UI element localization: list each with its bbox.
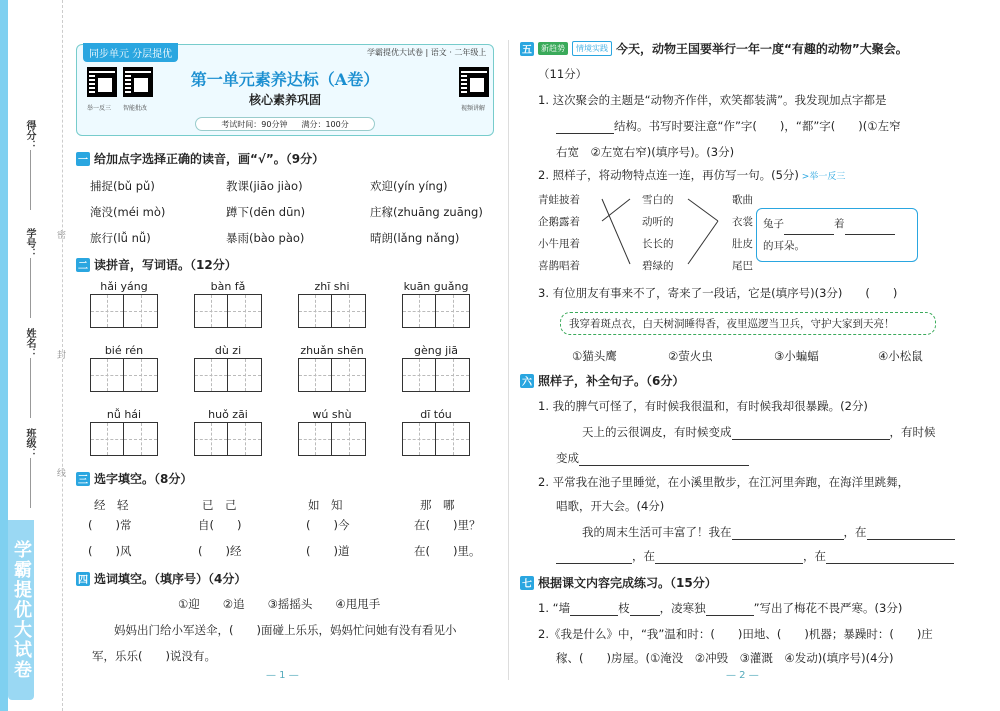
section-number: 六 [520, 374, 534, 388]
cut-line [62, 0, 63, 711]
grid-cell[interactable] [228, 295, 261, 327]
grid-cell[interactable] [436, 423, 469, 455]
writing-grid[interactable] [402, 422, 470, 456]
pinyin-text: bié rén [104, 344, 144, 357]
writing-grid[interactable] [194, 422, 262, 456]
section-1-heading [76, 150, 324, 167]
score-line [30, 150, 31, 210]
grid-cell[interactable] [299, 359, 332, 391]
s3-blank[interactable]: ( )道 [306, 544, 350, 558]
writing-grid[interactable] [90, 422, 158, 456]
grid-cell[interactable] [195, 423, 228, 455]
match-line [688, 199, 718, 221]
answer-blank[interactable] [784, 221, 834, 235]
section-3-heading [76, 470, 192, 487]
section-title: 根据课文内容完成练习。（15分） [538, 576, 717, 590]
s5-option: ①猫头鹰 [572, 349, 617, 363]
grid-cell[interactable] [91, 359, 124, 391]
pinyin-item [298, 408, 366, 456]
qr-caption: 举一反三 [87, 105, 112, 112]
section-title: 照样子，补全句子。（6分） [538, 374, 685, 388]
box-text: 着 [834, 218, 845, 230]
s3-blank[interactable]: ( )常 [88, 518, 132, 532]
grid-cell[interactable] [299, 423, 332, 455]
pinyin-text: bàn fǎ [210, 280, 246, 293]
pinyin-text: huǒ zāi [208, 408, 248, 421]
pinyin-item [298, 344, 366, 392]
grid-cell[interactable] [228, 423, 261, 455]
s3-head: 那 哪 [420, 498, 455, 512]
s5-q2-text: 2. 照样子，将动物特点连一连，再仿写一句。(5分) [538, 168, 799, 182]
answer-blank[interactable] [732, 426, 890, 440]
s6-q1-line [582, 424, 936, 440]
answer-blank[interactable] [556, 550, 632, 564]
writing-grid[interactable] [90, 294, 158, 328]
s6-text: ，在 [843, 525, 867, 539]
s5-q1 [556, 118, 901, 134]
cut-mark-3: 线 [55, 468, 65, 477]
pinyin-text: zhuǎn shēn [300, 344, 364, 357]
class-line [30, 458, 31, 508]
s3-head: 如 知 [308, 498, 343, 512]
match-item[interactable]: 衣裳 [732, 216, 753, 228]
grid-cell[interactable] [228, 359, 261, 391]
pinyin-item [194, 344, 262, 392]
pinyin-item [402, 344, 470, 392]
grid-cell[interactable] [195, 359, 228, 391]
pinyin-item [90, 280, 158, 328]
section-7-heading [520, 574, 717, 591]
match-item[interactable]: 企鹅露着 [538, 216, 580, 228]
qr-caption: 视频讲解 [461, 105, 486, 112]
s4-line: 军，乐乐( )说没有。 [92, 649, 216, 663]
writing-grid[interactable] [90, 358, 158, 392]
s5-score: （11分） [538, 67, 588, 81]
s1-item: 庄稼(zhuāng zuāng) [370, 205, 483, 219]
answer-blank[interactable] [845, 221, 895, 235]
answer-blank[interactable] [655, 550, 803, 564]
class-label: 班级： [24, 428, 35, 458]
s6-q1: 1. 我的脾气可怪了，有时候我很温和，有时候我却很暴躁。(2分) [538, 399, 868, 413]
grid-cell[interactable] [403, 423, 436, 455]
answer-blank[interactable] [732, 526, 844, 540]
name-label: 姓名： [24, 328, 35, 358]
unit-tag: 同步单元 分层提优 [83, 43, 178, 62]
s1-item: 淹没(méi mò) [90, 205, 166, 219]
section-number: 一 [76, 152, 90, 166]
s5-q3: 3. 有位朋友有事来不了，寄来了一段话，它是(填序号)(3分) ( ) [538, 286, 898, 300]
s1-item: 旅行(lǚ nǚ) [90, 231, 151, 245]
page-subtitle: 核心素养巩固 [248, 93, 321, 107]
section-title: 选字填空。（8分） [94, 472, 193, 486]
section-title: 选词填空。（填序号）（4分） [94, 572, 247, 586]
connection-lines [600, 192, 720, 272]
s3-head: 经 轻 [94, 498, 129, 512]
pinyin-text: kuān guǎng [403, 280, 469, 293]
section-5-heading [520, 40, 908, 57]
s7-q1 [538, 600, 902, 616]
section-2-heading [76, 256, 237, 273]
answer-blank[interactable] [579, 452, 749, 466]
s5-option: ③小蝙蝠 [774, 349, 819, 363]
grid-cell[interactable] [332, 295, 365, 327]
match-item[interactable]: 尾巴 [732, 260, 753, 272]
s3-blank[interactable]: ( )经 [198, 544, 242, 558]
s3-blank[interactable]: 在( )里？ [414, 518, 481, 532]
practice-badge: 情境实践 [572, 41, 612, 56]
exam-time: 考试时间：90分钟 [221, 119, 288, 129]
grid-cell[interactable] [436, 359, 469, 391]
grid-cell[interactable] [436, 295, 469, 327]
page-number: — 1 — [266, 670, 299, 681]
s5-q1-text: 结构。书写时要注意“作”字( )，“都”字( )(①左窄 [614, 119, 901, 133]
exam-info [195, 117, 375, 131]
writing-grid[interactable] [194, 358, 262, 392]
s7-text: ，凌寒独 [659, 601, 706, 615]
pinyin-item [402, 408, 470, 456]
s7-text: 1. “墙 [538, 601, 571, 615]
s5-q2 [538, 167, 845, 183]
trend-badge: 新趋势 [538, 42, 568, 55]
s7-q2: 2.《我是什么》中，“我”温和时：( )田地、( )机器；暴躁时：( )庄 [538, 627, 933, 641]
match-item[interactable]: 小牛甩着 [538, 238, 580, 250]
page-title: 第一单元素养达标（A卷） [190, 70, 380, 89]
grid-cell[interactable] [91, 295, 124, 327]
grid-cell[interactable] [124, 295, 157, 327]
s3-head: 已 己 [202, 498, 237, 512]
section-6-heading [520, 372, 684, 389]
s6-q2: 唱歌，开大会。(4分) [556, 499, 665, 513]
grid-cell[interactable] [195, 295, 228, 327]
section-number: 二 [76, 258, 90, 272]
grid-cell[interactable] [403, 295, 436, 327]
page-1 [70, 0, 500, 711]
s5-option: ②萤火虫 [668, 349, 713, 363]
s6-text: ，有时候 [889, 425, 936, 439]
pinyin-text: wú shù [312, 408, 352, 421]
section-number: 四 [76, 572, 90, 586]
grid-cell[interactable] [124, 423, 157, 455]
writing-grid[interactable] [194, 294, 262, 328]
s7-q2: 稼、( )房屋。(①淹没 ②冲毁 ③灌溉 ④发动)(填序号)(4分) [556, 651, 894, 665]
section-title: 给加点字选择正确的读音，画“√”。（9分） [94, 152, 325, 166]
pinyin-text: gèng jiā [413, 344, 459, 357]
pinyin-text: dī tóu [420, 408, 452, 421]
s3-blank[interactable]: ( )风 [88, 544, 132, 558]
s3-blank[interactable]: 自( ) [198, 518, 242, 532]
book-meta: 学霸提优大试卷 | 语文 · 二年级上 [367, 48, 487, 57]
score-label: 得分： [24, 120, 35, 150]
spine-band [0, 0, 8, 711]
grid-cell[interactable] [332, 359, 365, 391]
section-number: 五 [520, 42, 534, 56]
page-2 [520, 0, 960, 711]
s7-text: ”写出了梅花不畏严寒。(3分) [753, 601, 903, 615]
answer-blank[interactable] [570, 602, 618, 616]
answer-blank[interactable] [630, 602, 660, 616]
s6-text: 变成 [556, 451, 579, 465]
s3-blank[interactable]: 在( )里。 [414, 544, 481, 558]
tip-link[interactable]: >举一反三 [798, 172, 846, 182]
match-item[interactable]: 雪白的 [642, 194, 674, 206]
answer-blank[interactable] [706, 602, 754, 616]
match-item[interactable]: 长长的 [642, 238, 674, 250]
s7-text: 枝 [618, 601, 630, 615]
cut-mark-1: 密 [55, 230, 65, 239]
s1-item: 暴雨(bào pào) [226, 231, 305, 245]
writing-grid[interactable] [298, 358, 366, 392]
qr-caption: 智能批改 [123, 105, 148, 112]
pinyin-item [90, 408, 158, 456]
name-line [30, 358, 31, 418]
s5-q1: 右宽 ②左宽右窄)(填序号)。(3分) [556, 145, 735, 159]
grid-cell[interactable] [91, 423, 124, 455]
pinyin-text: nǚ hái [106, 408, 142, 421]
pinyin-item [194, 408, 262, 456]
pinyin-item [402, 280, 470, 328]
cut-mark-2: 封 [55, 350, 65, 359]
answer-blank[interactable] [826, 550, 954, 564]
s1-item: 晴朗(lǎng nǎng) [370, 231, 460, 245]
s3-blank[interactable]: ( )今 [306, 518, 350, 532]
grid-cell[interactable] [299, 295, 332, 327]
pinyin-item [90, 344, 158, 392]
box-text: 兔子 [763, 218, 784, 230]
brand-logo: 学霸提优大试卷 [8, 520, 34, 700]
answer-blank[interactable] [867, 526, 955, 540]
match-item[interactable]: 青蛙披着 [538, 194, 580, 206]
match-line [688, 221, 718, 264]
grid-cell[interactable] [403, 359, 436, 391]
match-item[interactable]: 碧绿的 [642, 260, 674, 272]
writing-grid[interactable] [402, 358, 470, 392]
s1-item: 捕捉(bǔ pǔ) [90, 179, 155, 193]
pinyin-text: hǎi yáng [100, 280, 148, 293]
grid-cell[interactable] [124, 359, 157, 391]
riddle-quote: 我穿着斑点衣，白天树洞睡得香，夜里巡逻当卫兵，守护大家到天亮！ [560, 312, 936, 335]
s6-q1-line [556, 450, 749, 466]
section-number: 三 [76, 472, 90, 486]
section-title: 读拼音，写词语。（12分） [94, 258, 237, 272]
pinyin-text: zhī shi [314, 280, 350, 293]
s6-q2: 2. 平常我在池子里睡觉，在小溪里散步，在江河里奔跑，在海洋里跳舞， [538, 475, 910, 489]
answer-blank[interactable] [556, 133, 614, 134]
s6-q2-line [582, 524, 955, 540]
section-title: 今天，动物王国要举行一年一度“有趣的动物”大聚会。 [616, 42, 908, 56]
student-id-label: 学号： [24, 228, 35, 258]
section-number: 七 [520, 576, 534, 590]
page-number: — 2 — [726, 670, 759, 681]
s6-text: ，在 [803, 549, 826, 563]
pinyin-item [298, 280, 366, 328]
s4-options: ①迎 ②追 ③摇摇头 ④甩甩手 [178, 597, 381, 611]
header-panel [76, 44, 494, 136]
match-item[interactable]: 喜鹊唱着 [538, 260, 580, 272]
imitation-box[interactable] [756, 208, 918, 262]
grid-cell[interactable] [332, 423, 365, 455]
match-item[interactable]: 歌曲 [732, 194, 753, 206]
writing-grid[interactable] [402, 294, 470, 328]
binding-spine [0, 0, 65, 711]
pinyin-text: dù zi [214, 344, 242, 357]
match-item[interactable]: 肚皮 [732, 238, 753, 250]
s6-text: 天上的云很调皮，有时候变成 [582, 425, 732, 439]
pinyin-item [194, 280, 262, 328]
s5-q1: 1. 这次聚会的主题是“动物齐作伴，欢笑都装满”。我发现加点字都是 [538, 93, 887, 107]
match-item[interactable]: 动听的 [642, 216, 674, 228]
s1-item: 蹲下(dēn dūn) [226, 205, 306, 219]
writing-grid[interactable] [298, 422, 366, 456]
section-4-heading [76, 570, 246, 587]
s5-option: ④小松鼠 [878, 349, 923, 363]
box-text: 的耳朵。 [763, 240, 805, 252]
s6-text: ，在 [632, 549, 655, 563]
student-id-line [30, 258, 31, 318]
s6-q2-line [556, 548, 954, 564]
s1-item: 欢迎(yín yíng) [370, 179, 448, 193]
s1-item: 教课(jiāo jiào) [226, 179, 303, 193]
s6-text: 我的周末生活可丰富了！我在 [582, 525, 732, 539]
writing-grid[interactable] [298, 294, 366, 328]
exam-score: 满分：100分 [301, 119, 349, 129]
tip-link-label: 举一反三 [809, 172, 846, 182]
match-line [602, 199, 630, 264]
page-divider [508, 40, 509, 680]
s4-line: 妈妈出门给小军送伞，( )面碰上乐乐，妈妈忙问她有没有看见小 [114, 623, 457, 637]
